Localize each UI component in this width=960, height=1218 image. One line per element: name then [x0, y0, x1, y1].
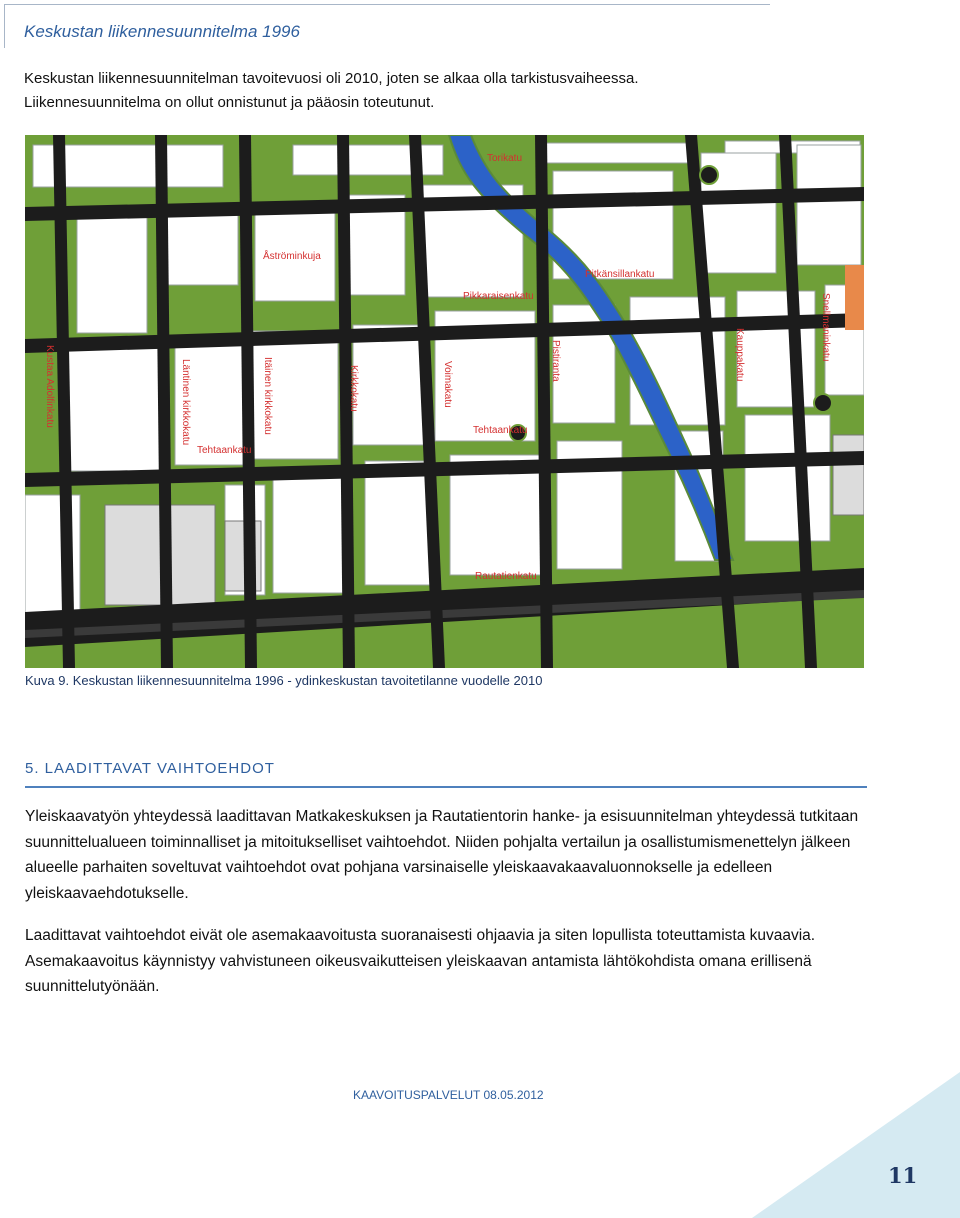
traffic-plan-map: [25, 135, 864, 668]
street-label-6: Itäinen kirkkokatu: [262, 357, 273, 435]
figure-caption: Kuva 9. Keskustan liikennesuunnitelma 1996 - ydinkeskustan tavoitetilanne vuodelle 2010: [25, 673, 543, 688]
header-rule-left: [4, 4, 5, 48]
street-label-3: Pitkänsillankatu: [585, 269, 655, 280]
header-rule: [4, 4, 770, 5]
intro-line-2: Liikennesuunnitelma on ollut onnistunut ja pääosin toteutunut.: [24, 94, 435, 111]
street-label-8: Voimakatu: [442, 361, 453, 408]
street-label-9: Pistiranta: [550, 340, 561, 382]
street-label-0: Torikatu: [487, 153, 523, 164]
intro-paragraph: [24, 67, 864, 115]
section-paragraph-1: Yleiskaavatyön yhteydessä laadittavan Matkakeskuksen ja Rautatientorin hanke- ja esisuunnitelman yhteydessä tutkitaan suunnittelualueen toiminnalliset ja mitoitukselliset vaihtoehdot. Niiden pohjalta vertailun ja osallistumismenettelyn jälkeen alueelle parhaiten soveltuvat vaihtoehdot ovat pohjana varsinaiselle yleiskaavakaavaluonnokselle ja edelleen yleiskaavaehdotukselle.: [25, 808, 859, 902]
intro-line-1: Keskustan liikennesuunnitelman tavoitevuosi oli 2010, joten se alkaa olla tarkistusvaiheessa.: [24, 70, 639, 87]
street-label-13: Rautatienkatu: [475, 571, 537, 582]
street-label-11: Snellmaninkatu: [820, 293, 831, 362]
page-number: 11: [888, 1163, 918, 1188]
footer-text: KAAVOITUSPALVELUT 08.05.2012: [353, 1088, 544, 1102]
street-label-12-b: Tehtaankatu: [473, 425, 528, 436]
street-label-1: Åströminkuja: [263, 251, 321, 262]
section-paragraph-2: Laadittavat vaihtoehdot eivät ole asemakaavoitusta suoranaisesti ohjaavia ja siten lopullista toteuttamista kuvaavia. Asemakaavoitus käynnistyy vahvistuneen oikeusvaikutteisen yleiskaavan antamista lähtökohdista omana erillisenä suunnittelutyönään.: [25, 927, 816, 995]
street-label-7: Kirkkokatu: [348, 365, 359, 412]
street-label-2: Pikkaraisenkatu: [463, 291, 534, 302]
street-label-4: Kustaa Adolfinkatu: [44, 345, 55, 428]
orange-plot: [845, 265, 864, 330]
street-label-12-a: Tehtaankatu: [197, 445, 252, 456]
page-header-title: Keskustan liikennesuunnitelma 1996: [24, 22, 300, 41]
street-label-10: Kauppakatu: [734, 328, 745, 382]
section-body: [25, 804, 870, 1017]
section-heading: 5. LAADITTAVAT VAIHTOEHDOT: [25, 760, 275, 777]
street-label-5: Läntinen kirkkokatu: [180, 359, 191, 446]
section-rule: [25, 786, 867, 788]
